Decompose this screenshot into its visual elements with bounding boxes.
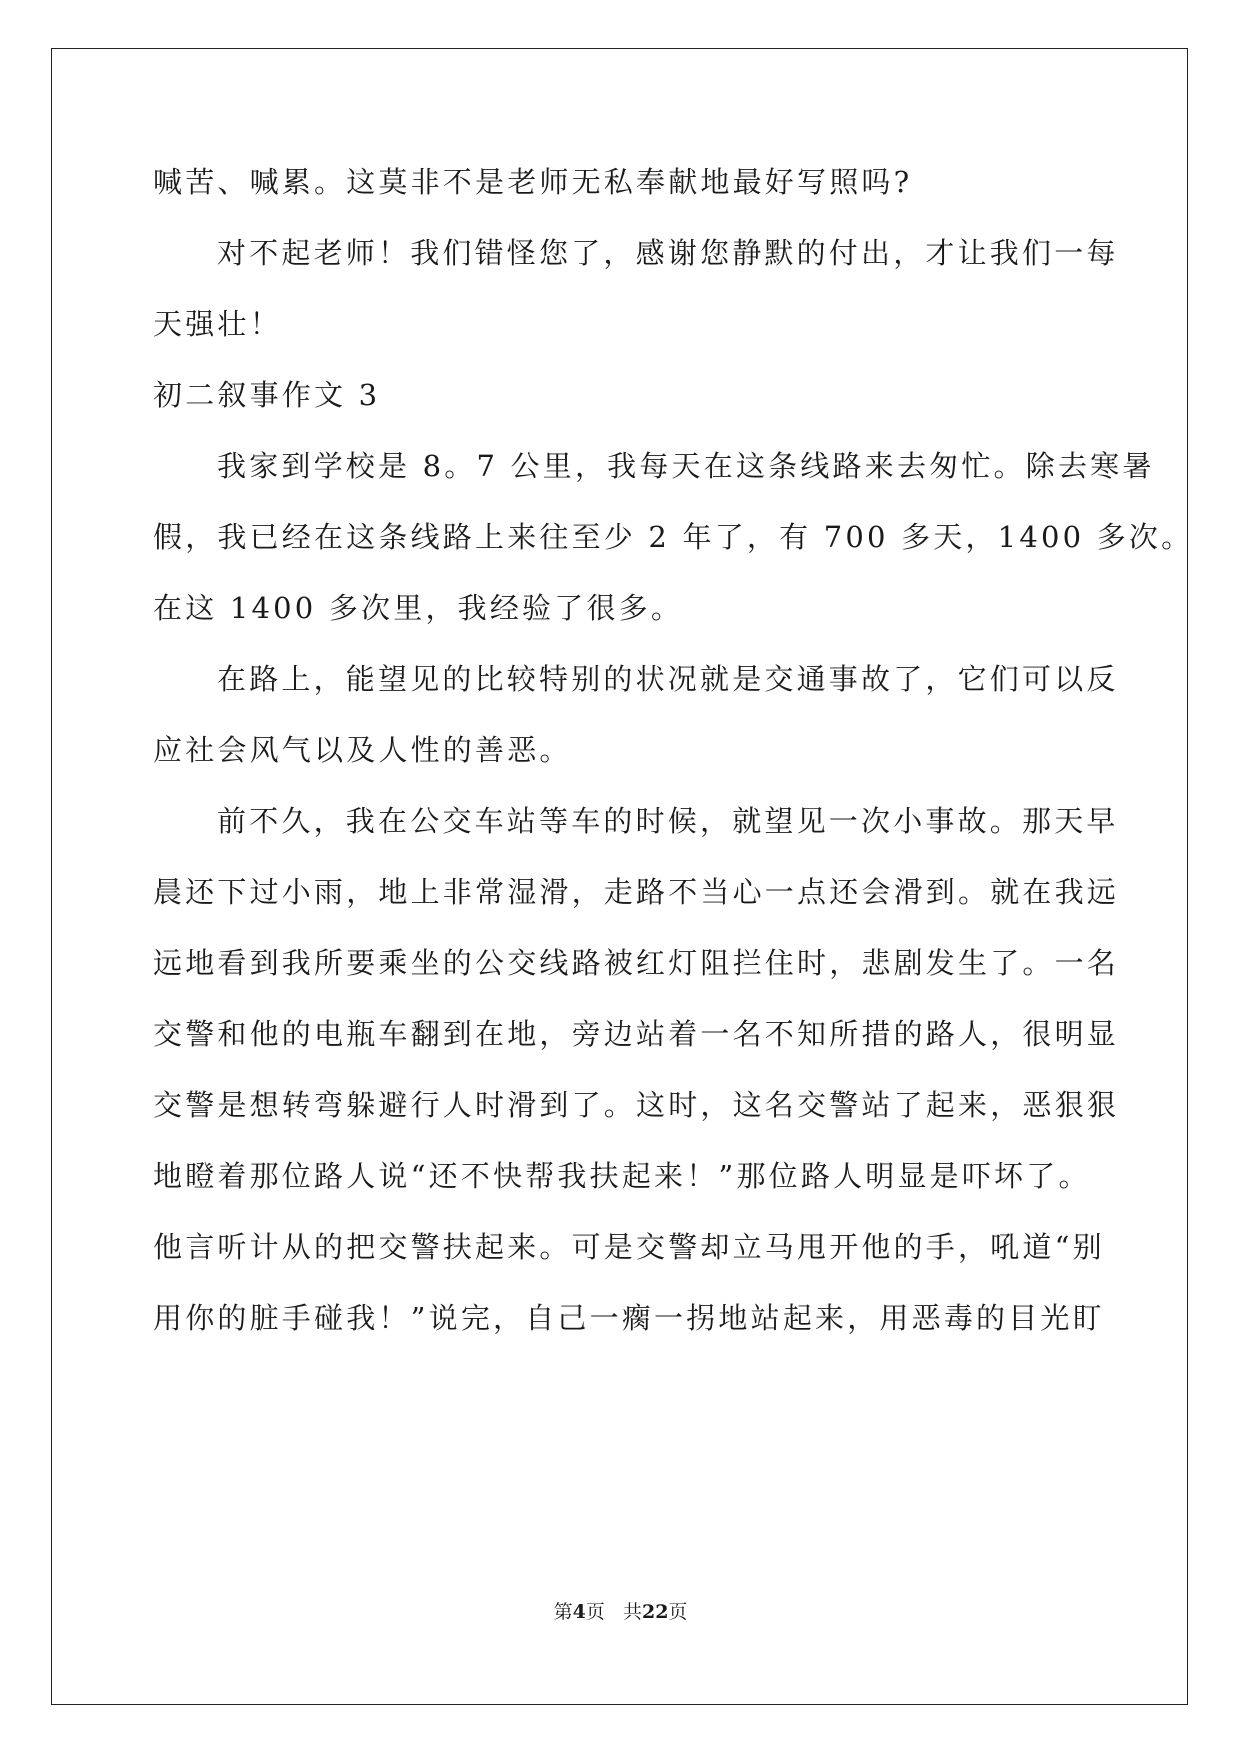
text-line: 喊苦、喊累。这莫非不是老师无私奉献地最好写照吗?	[153, 165, 913, 199]
page-number-prefix: 第	[553, 1601, 573, 1623]
total-pages-suffix: 页	[668, 1601, 688, 1623]
total-pages-prefix: 共	[622, 1601, 642, 1623]
paragraph-line: 对不起老师！我们错怪您了，感谢您静默的付出，才让我们一每	[217, 236, 1119, 270]
total-pages-number: 22	[641, 1601, 669, 1623]
text-line: 远地看到我所要乘坐的公交线路被红灯阻拦住时，悲剧发生了。一名	[153, 946, 1120, 980]
paragraph-line: 在路上，能望见的比较特别的状况就是交通事故了，它们可以反	[217, 662, 1119, 696]
text-line: 交警是想转弯躲避行人时滑到了。这时，这名交警站了起来，恶狠狠	[153, 1088, 1120, 1122]
text-line: 地瞪着那位路人说“还不快帮我扶起来！”那位路人明显是吓坏了。	[153, 1159, 1091, 1193]
section-heading: 初二叙事作文 3	[153, 378, 381, 412]
text-line: 在这 1400 多次里，我经验了很多。	[153, 591, 684, 625]
text-line: 用你的脏手碰我！”说完，自己一瘸一拐地站起来，用恶毒的目光盯	[153, 1301, 1105, 1335]
current-page-number: 4	[572, 1601, 586, 1623]
text-line: 他言听计从的把交警扶起来。可是交警却立马甩开他的手，吼道“别	[153, 1230, 1105, 1264]
text-line: 假，我已经在这条线路上来往至少 2 年了，有 700 多天，1400 多次。	[153, 520, 1194, 554]
paragraph-line: 我家到学校是 8。7 公里，我每天在这条线路来去匆忙。除去寒暑	[217, 449, 1155, 483]
text-line: 应社会风气以及人性的善恶。	[153, 733, 572, 767]
text-line: 交警和他的电瓶车翻到在地，旁边站着一名不知所措的路人，很明显	[153, 1017, 1120, 1051]
paragraph-line: 前不久，我在公交车站等车的时候，就望见一次小事故。那天早	[217, 804, 1119, 838]
text-line: 天强壮！	[153, 307, 282, 341]
text-line: 晨还下过小雨，地上非常湿滑，走路不当心一点还会滑到。就在我远	[153, 875, 1120, 909]
page-number-suffix: 页	[585, 1601, 605, 1623]
page-footer	[0, 1600, 1241, 1624]
